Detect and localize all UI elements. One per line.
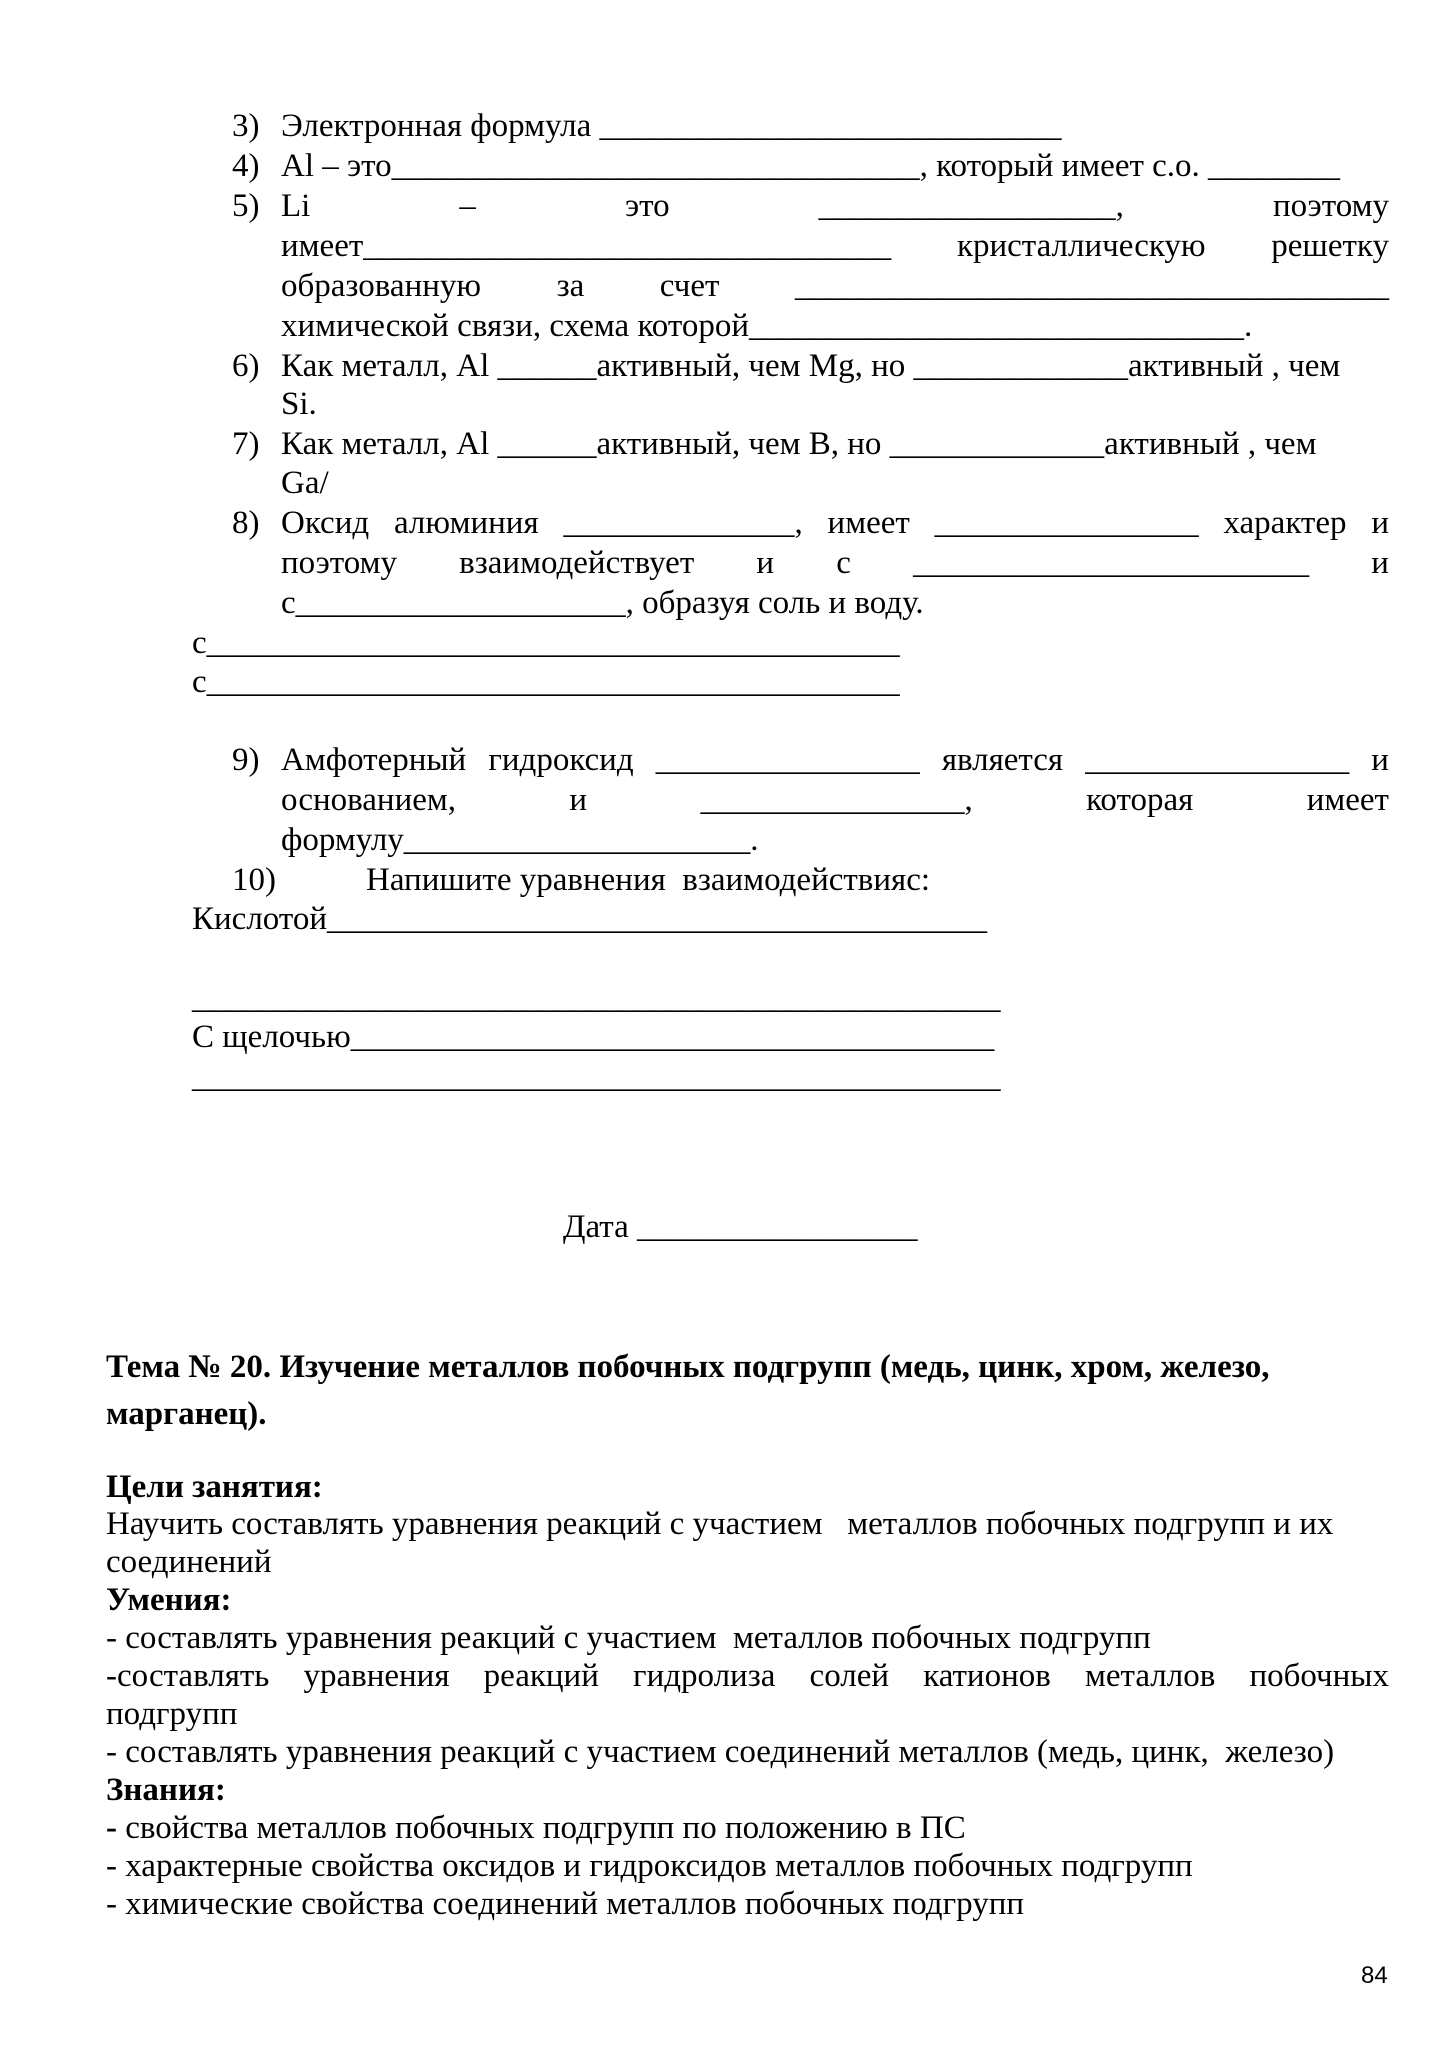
item-10-number: 10) <box>232 862 276 898</box>
word: и <box>1371 545 1389 581</box>
word: является <box>941 742 1064 778</box>
item-6-number: 6) <box>232 348 260 384</box>
word: и <box>1371 742 1389 778</box>
item-4-text: Al – это________________________________, который имеет с.о. ________ <box>281 148 1341 184</box>
item-10-blank-line-2: _________________________________________________ <box>192 1059 1001 1095</box>
word: ________________ <box>1085 742 1350 778</box>
skills-item-2 <box>106 1656 1389 1696</box>
word: ________________________ <box>913 545 1310 581</box>
bullet-dash: - <box>106 1810 117 1846</box>
goals-text-line-1: Научить составлять уравнения реакций с участием металлов побочных подгрупп и их <box>106 1506 1334 1542</box>
word: решетку <box>1271 228 1389 264</box>
word: ________________, <box>700 782 973 818</box>
item-6-line-2: Si. <box>281 386 317 422</box>
word: характер <box>1223 505 1347 541</box>
knowledge-heading: Знания: <box>106 1772 226 1808</box>
word: ____________________________________ <box>794 268 1389 304</box>
word: -составлять <box>106 1658 270 1694</box>
item-5-line-1 <box>281 186 1389 226</box>
word: поэтому <box>281 545 397 581</box>
item-3-text: Электронная формула ____________________________ <box>281 108 1062 144</box>
word: катионов <box>923 1658 1051 1694</box>
word: металлов <box>1084 1658 1216 1694</box>
word: имеет________________________________ <box>281 228 892 264</box>
word: Оксид <box>281 505 370 541</box>
word: ________________ <box>934 505 1199 541</box>
word: – <box>459 188 476 224</box>
word: солей <box>809 1658 890 1694</box>
item-10-blank-line-1: _________________________________________________ <box>192 980 1001 1016</box>
knowledge-item-1 <box>106 1808 966 1848</box>
word: кристаллическую <box>956 228 1206 264</box>
word: счет <box>659 268 720 304</box>
word: и <box>1371 505 1389 541</box>
topic-title-line-2: марганец). <box>106 1396 267 1432</box>
word: гидроксид <box>488 742 634 778</box>
item-9-line-3: формулу_____________________. <box>281 822 759 858</box>
word: побочных <box>1249 1658 1389 1694</box>
skills-heading: Умения: <box>106 1582 232 1618</box>
knowledge-item-3: - химические свойства соединений металлов побочных подгрупп <box>106 1886 1025 1922</box>
item-8-extra-line-1: с__________________________________________ <box>192 625 900 661</box>
page-number: 84 <box>1361 1962 1388 1989</box>
word: и <box>756 545 775 581</box>
word: образованную <box>281 268 482 304</box>
item-5-line-2 <box>281 226 1389 266</box>
item-5-number: 5) <box>232 188 260 224</box>
date-field: Дата _________________ <box>563 1209 918 1245</box>
skills-item-2-continued: подгрупп <box>106 1696 238 1732</box>
skills-item-1: - составлять уравнения реакций с участием металлов побочных подгрупп <box>106 1620 1151 1656</box>
word: __________________, <box>818 188 1124 224</box>
item-5-line-3 <box>281 266 1389 306</box>
item-10-text: Напишите уравнения взаимодействияс: <box>366 862 931 898</box>
word: за <box>556 268 585 304</box>
word: это <box>624 188 670 224</box>
word: с <box>836 545 851 581</box>
item-8-extra-line-2: с__________________________________________ <box>192 664 900 700</box>
word: ______________, <box>563 505 803 541</box>
item-5-line-4: химической связи, схема которой______________________________. <box>281 308 1253 344</box>
word: уравнения <box>303 1658 450 1694</box>
item-3-number: 3) <box>232 108 260 144</box>
item-8-line-2 <box>281 543 1389 583</box>
goals-text-line-2: соединений <box>106 1544 272 1580</box>
word: ________________ <box>655 742 920 778</box>
word: взаимодействует <box>459 545 695 581</box>
knowledge-item-2: - характерные свойства оксидов и гидроксидов металлов побочных подгрупп <box>106 1848 1193 1884</box>
item-10-alkali-line: С щелочью_______________________________________ <box>192 1019 995 1055</box>
knowledge-item-1-text: свойства металлов побочных подгрупп по положению в ПС <box>117 1810 966 1846</box>
topic-title-line-1: Тема № 20. Изучение металлов побочных подгрупп (медь, цинк, хром, железо, <box>106 1349 1270 1385</box>
goals-heading: Цели занятия: <box>106 1469 323 1505</box>
item-9-number: 9) <box>232 742 260 778</box>
item-9-line-1 <box>281 740 1389 780</box>
word: основанием, <box>281 782 457 818</box>
word: поэтому <box>1272 188 1389 224</box>
item-8-line-1 <box>281 503 1389 543</box>
item-7-line-2: Ga/ <box>281 465 329 501</box>
item-8-number: 8) <box>232 505 260 541</box>
skills-item-3: - составлять уравнения реакций с участием соединений металлов (медь, цинк, железо) <box>106 1734 1335 1770</box>
word: имеет <box>1306 782 1389 818</box>
item-8-line-3: с____________________, образуя соль и воду. <box>281 585 924 621</box>
item-7-line-1: Как металл, Al ______активный, чем B, но _____________активный , чем <box>281 426 1317 462</box>
word: Амфотерный <box>281 742 467 778</box>
word: имеет <box>827 505 910 541</box>
item-7-number: 7) <box>232 426 260 462</box>
word: которая <box>1086 782 1194 818</box>
item-6-line-1: Как металл, Al ______активный, чем Mg, но _____________активный , чем <box>281 348 1341 384</box>
word: реакций <box>483 1658 599 1694</box>
word: алюминия <box>393 505 539 541</box>
word: гидролиза <box>633 1658 776 1694</box>
item-10-acid-line: Кислотой________________________________________ <box>192 901 987 937</box>
item-4-number: 4) <box>232 148 260 184</box>
item-9-line-2 <box>281 780 1389 820</box>
word: Li <box>281 188 311 224</box>
word: и <box>569 782 588 818</box>
